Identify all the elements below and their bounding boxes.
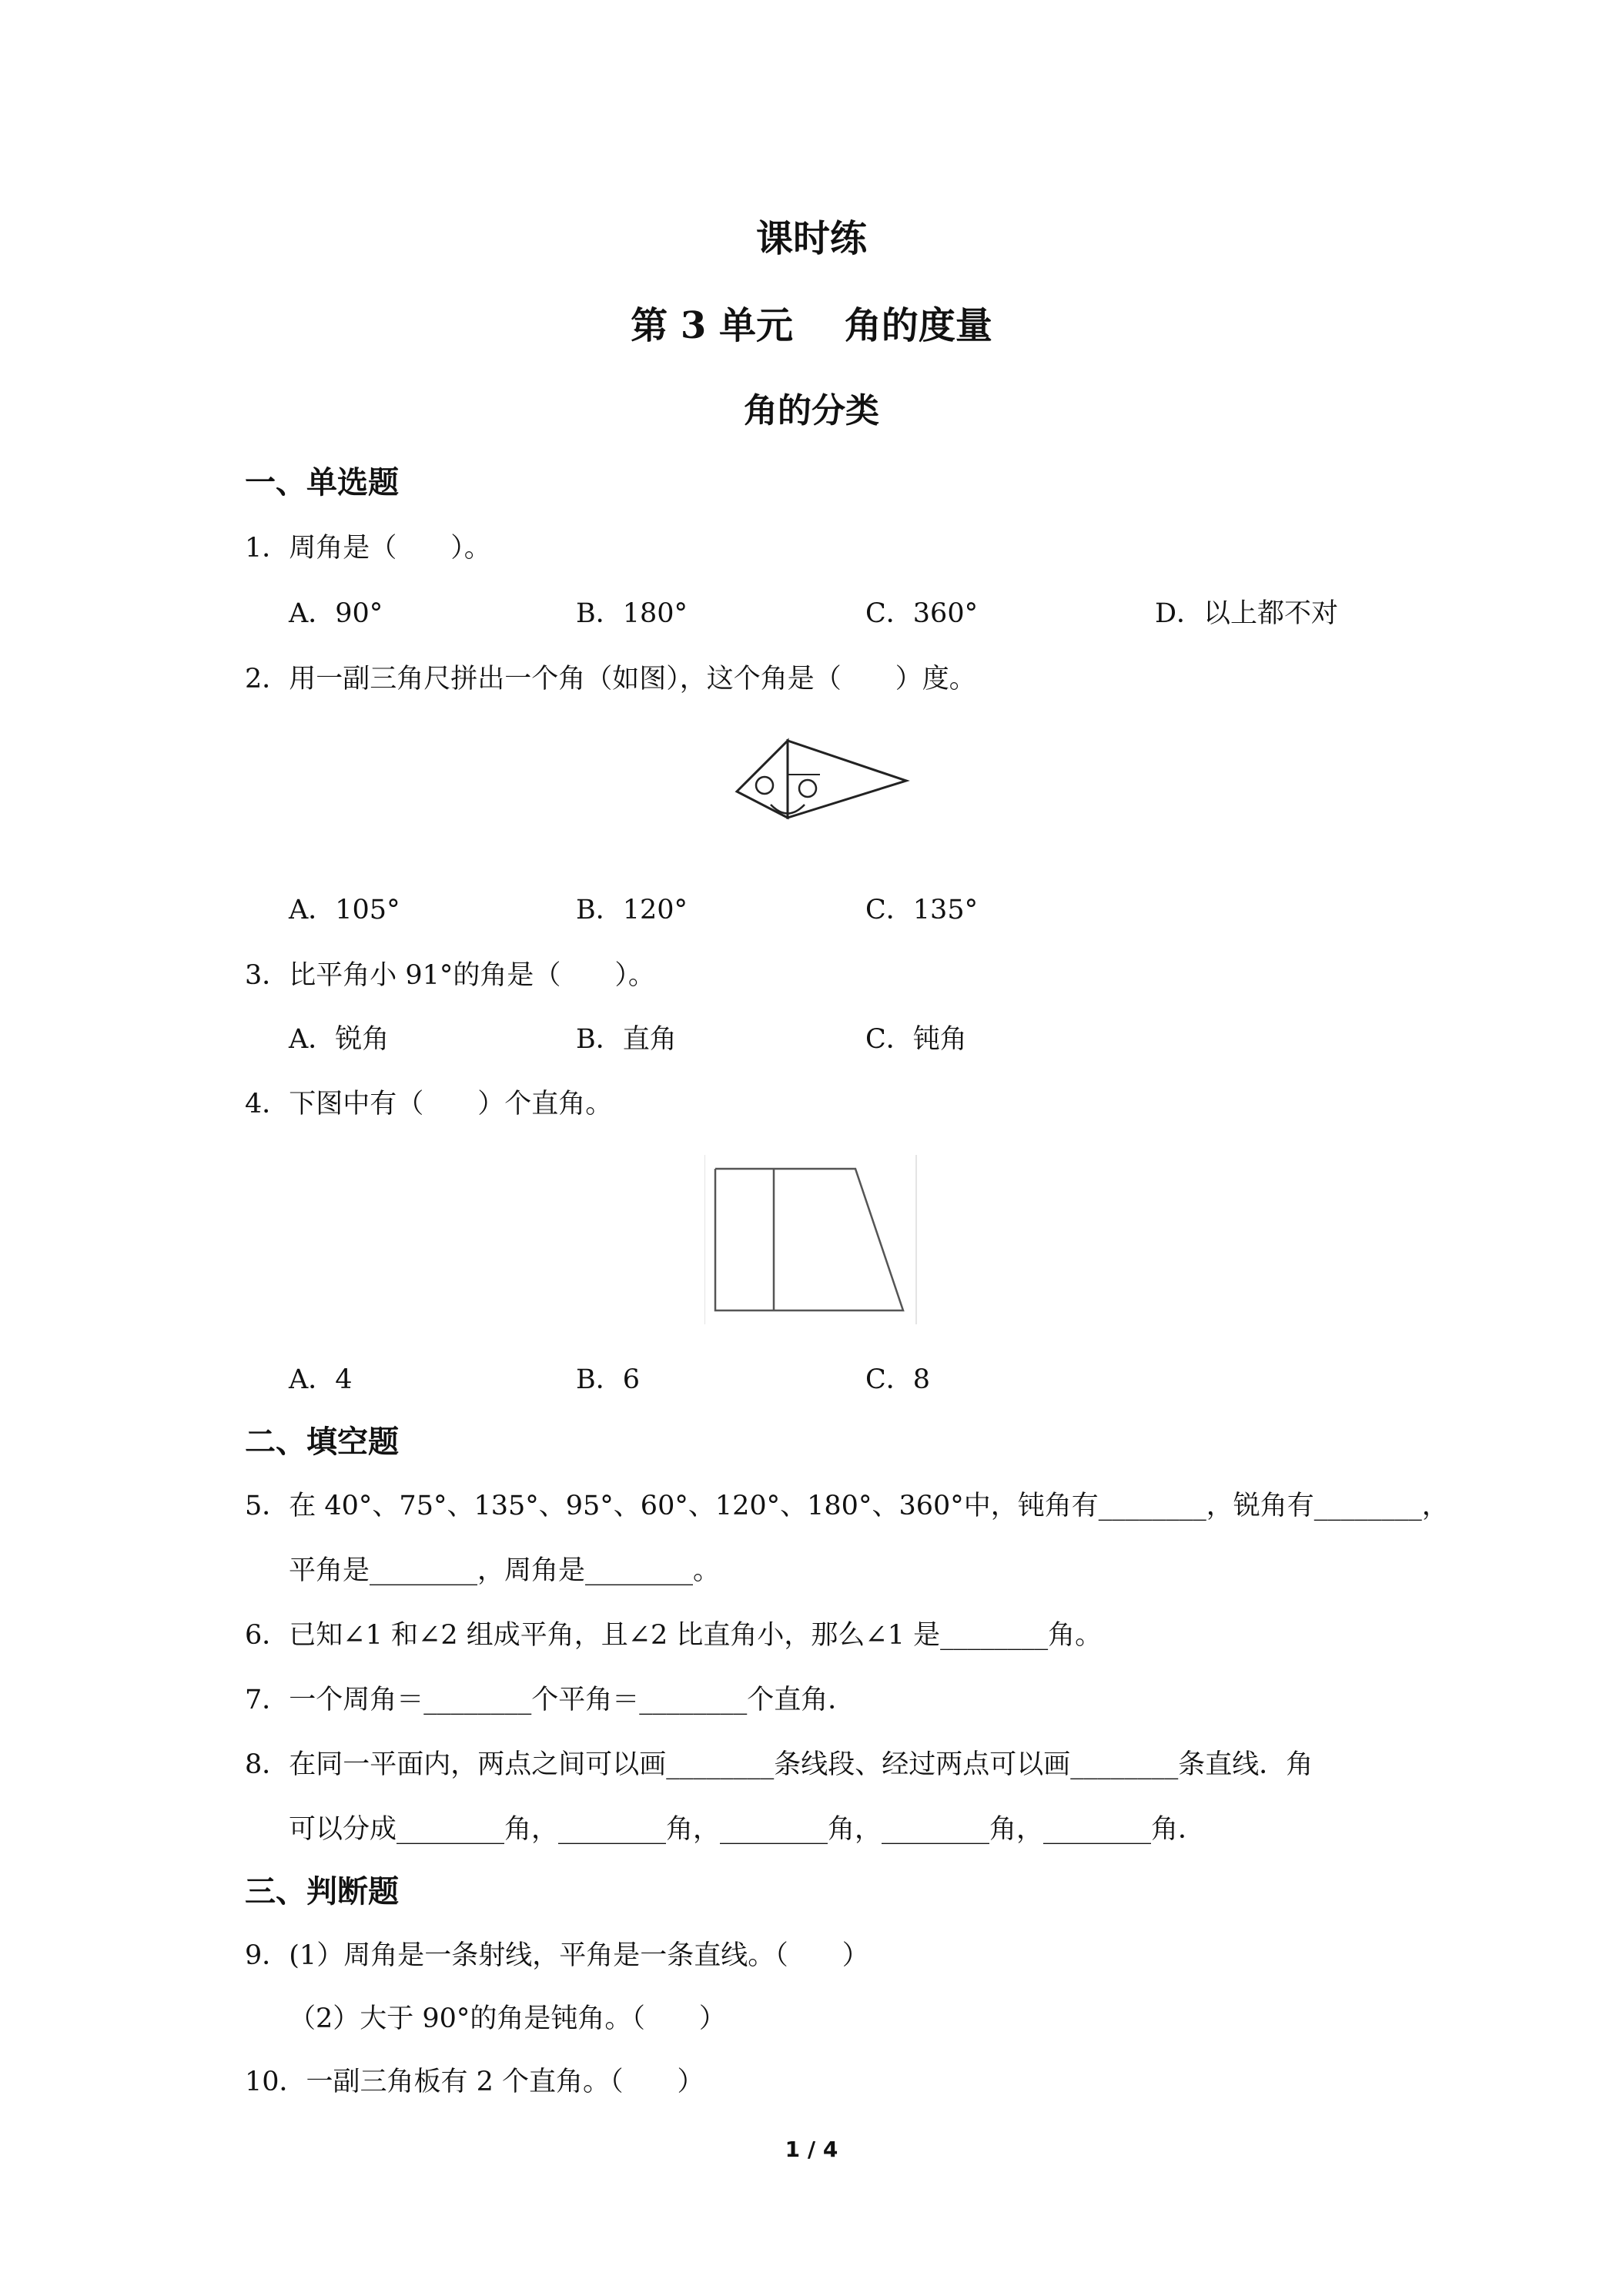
question-1-option-c[interactable]: C．360° [865, 598, 979, 629]
section-heading-fill-in: 二、填空题 [245, 1424, 399, 1460]
question-8-line-2: 可以分成________角，________角，________角，________角，________角． [289, 1814, 1206, 1845]
question-10: 10．一副三角板有 2 个直角。（ ） [245, 2067, 704, 2097]
question-2-option-c[interactable]: C．135° [865, 895, 979, 925]
question-2-option-b[interactable]: B．120° [576, 895, 688, 925]
section-heading-true-false: 三、判断题 [245, 1873, 399, 1909]
question-2-option-a[interactable]: A．105° [289, 895, 400, 925]
question-5-line-2: 平角是________，周角是________。 [289, 1555, 721, 1586]
question-1-option-a[interactable]: A．90° [289, 598, 383, 629]
triangle-rulers-figure [728, 731, 912, 855]
question-9-part-1: 9．(1）周角是一条射线，平角是一条直线。（ ） [245, 1940, 869, 1971]
question-5-line-1: 5．在 40°、75°、135°、95°、60°、120°、180°、360°中，钝角有________，锐角有________， [245, 1491, 1449, 1521]
question-3-option-c[interactable]: C．钝角 [865, 1024, 967, 1055]
question-4-stem: 4．下图中有（ ）个直角。 [245, 1089, 613, 1120]
lesson-title: 角的分类 [744, 391, 879, 430]
question-2-stem: 2．用一副三角尺拼出一个角（如图），这个角是（ ）度。 [245, 664, 976, 694]
question-3-stem: 3．比平角小 91°的角是（ ）。 [245, 960, 655, 991]
question-8-line-1: 8．在同一平面内，两点之间可以画________条线段、经过两点可以画________条直线．角 [245, 1749, 1313, 1780]
question-1-stem: 1．周角是（ ）。 [245, 533, 491, 564]
section-heading-single-choice: 一、单选题 [245, 464, 399, 500]
question-1-option-b[interactable]: B．180° [576, 598, 688, 629]
question-9-part-2: （2）大于 90°的角是钝角。（ ） [289, 2003, 726, 2034]
page-title: 课时练 [755, 217, 867, 260]
question-6: 6．已知∠1 和∠2 组成平角，且∠2 比直角小，那么∠1 是________角。 [245, 1620, 1103, 1651]
page-number: 1 / 4 [785, 2137, 838, 2162]
right-angle-count-figure [704, 1155, 920, 1324]
question-1-option-d[interactable]: D．以上都不对 [1155, 598, 1339, 629]
question-3-option-b[interactable]: B．直角 [576, 1024, 677, 1055]
question-7: 7．一个周角＝________个平角＝________个直角． [245, 1685, 855, 1715]
unit-title: 第 3 单元 角的度量 [631, 304, 992, 347]
question-4-option-a[interactable]: A．4 [289, 1364, 353, 1395]
question-4-option-b[interactable]: B．6 [576, 1364, 640, 1395]
question-3-option-a[interactable]: A．锐角 [289, 1024, 390, 1055]
question-4-option-c[interactable]: C．8 [865, 1364, 931, 1395]
